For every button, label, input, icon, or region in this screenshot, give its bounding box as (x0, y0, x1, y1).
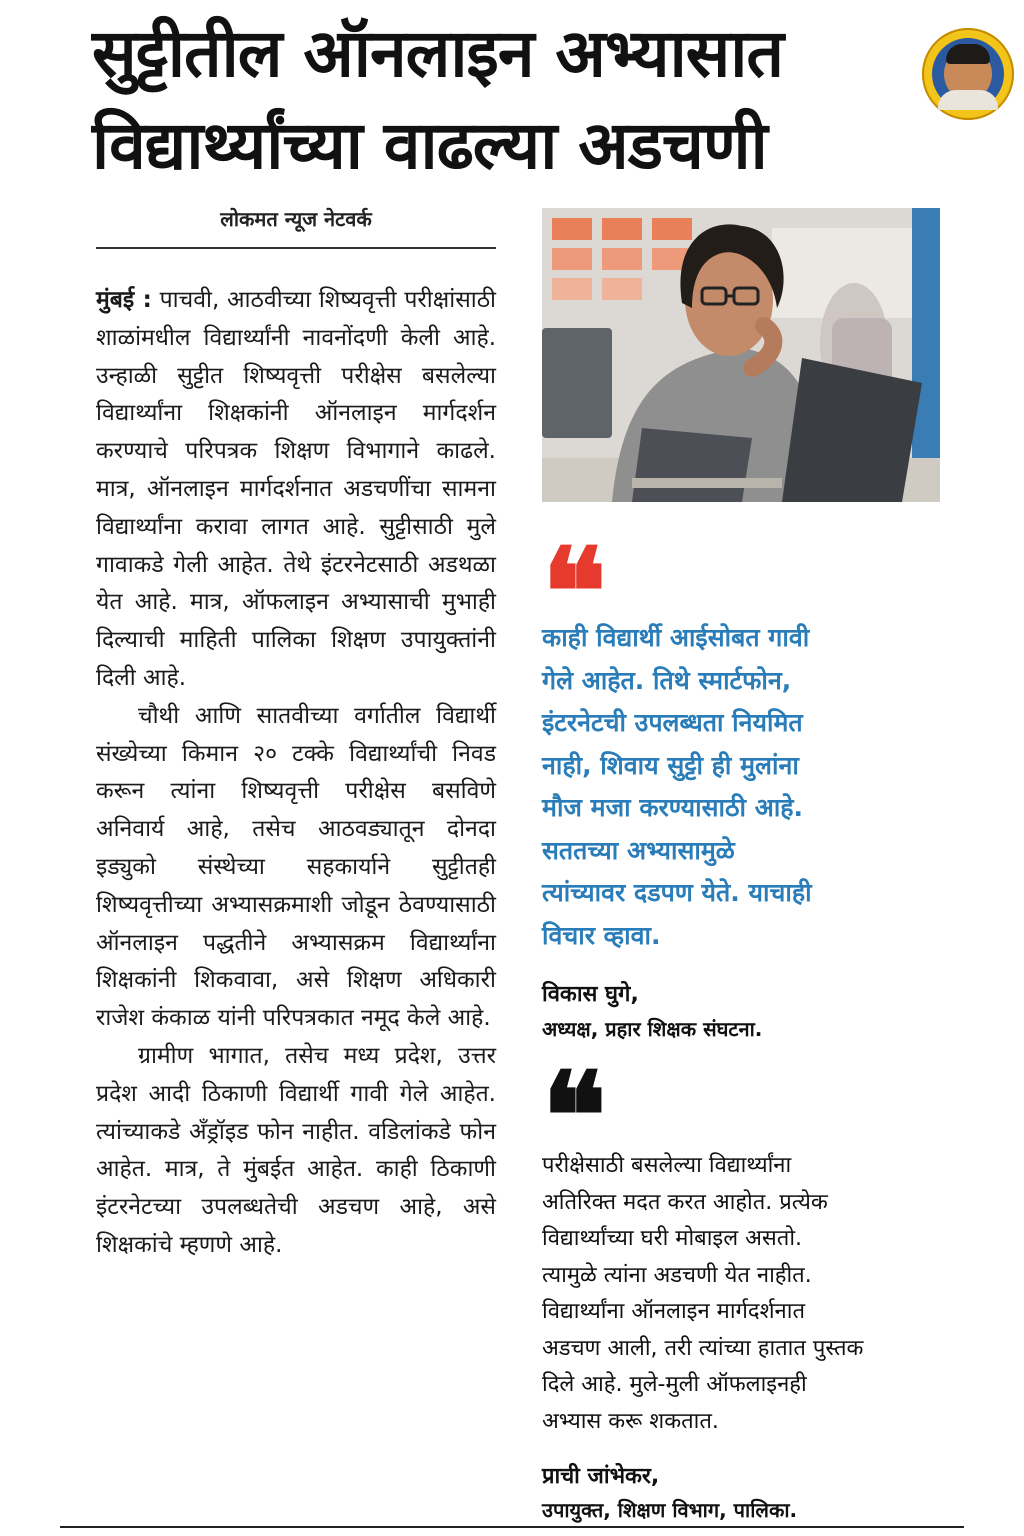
student-laptop-photo (542, 208, 940, 502)
headline-line-1: सुट्टीतील ऑनलाइन अभ्यासात (92, 15, 784, 92)
quote-2-line: परीक्षेसाठी बसलेल्या विद्यार्थ्यांना (542, 1153, 792, 1178)
quote-1-line: त्यांच्यावर दडपण येते. याचाही (542, 878, 812, 907)
quote-1-line: नाही, शिवाय सुट्टी ही मुलांना (542, 750, 799, 780)
quote-2-line: विद्यार्थ्यांच्या घरी मोबाइल असतो. (542, 1226, 803, 1251)
quote-1-line: सततच्या अभ्यासामुळे (542, 835, 735, 865)
quote-1-line: गेले आहेत. तिथे स्मार्टफोन, (542, 665, 792, 695)
byline: लोकमत न्यूज नेटवर्क (220, 207, 372, 231)
quote-2-line: विद्यार्थ्यांना ऑनलाइन मार्गदर्शनात (542, 1299, 806, 1324)
quote-1-speaker-name: विकास घुगे, (542, 982, 639, 1007)
headline (92, 8, 922, 192)
pull-quote-1 (542, 617, 932, 957)
headline-line-2: विद्यार्थ्यांच्या वाढल्या अडचणी (92, 107, 767, 184)
quote-2-line: दिले आहे. मुले-मुली ऑफलाइनही (542, 1372, 807, 1397)
quote-2-line: त्यामुळे त्यांना अडचणी येत नाहीत. (542, 1262, 812, 1288)
bottom-divider (60, 1526, 964, 1528)
quote-1-line: विचार व्हावा. (542, 920, 661, 950)
quote-2-line: अभ्यास करू शकतात. (542, 1408, 719, 1434)
dateline-city: मुंबई : (96, 287, 152, 313)
paragraph-1-text: पाचवी, आठवीच्या शिष्यवृत्ती परीक्षांसाठी शाळांमधील विद्यार्थ्यांनी नावनोंदणी केली आहे. उन्हाळी सुट्टीत शिष्यवृत्ती परीक्षेस बसलेल्या विद्यार्थ्यांना शिक्षकांनी ऑनलाइन मार्गदर्शन करण्याचे परिपत्रक शिक्षण विभागाने काढले. मात्र, ऑनलाइन मार्गदर्शनात अडचणींचा सामना विद्यार्थ्यांना करावा लागत आहे. सुट्टीसाठी मुले गावाकडे गेली आहेत. तेथे इंटरनेटसाठी अडथळा येत आहे. मात्र, ऑफलाइन अभ्यासाची मुभाही दिल्याची माहिती पालिका शिक्षण उपायुक्तांनी दिली आहे. (96, 287, 497, 691)
byline-divider (96, 247, 496, 249)
photo-illustration (542, 208, 940, 502)
quote-1-line: मौज मजा करण्यासाठी आहे. (542, 793, 804, 822)
article-paragraph-1 (96, 282, 496, 698)
article-paragraph-3: ग्रामीण भागात, तसेच मध्य प्रदेश, उत्तर प्रदेश आदी ठिकाणी विद्यार्थी गावी गेले आहेत. त्यांच्याकडे अँड्रॉइड फोन नाहीत. वडिलांकडे फोन आहेत. मात्र, ते मुंबईत आहेत. काही ठिकाणी इंटरनेटच्या उपलब्धतेची अडचण आहे, असे शिक्षकांचे म्हणणे आहे. (96, 1042, 496, 1258)
quote-mark-icon: ❝ (542, 522, 607, 663)
pull-quote-2 (542, 1148, 942, 1440)
quote-2-line: अडचण आली, तरी त्यांच्या हातात पुस्तक (542, 1335, 864, 1361)
quote-1-speaker-role: अध्यक्ष, प्रहार शिक्षक संघटना. (542, 1017, 763, 1041)
quote-1-line: काही विद्यार्थी आईसोबत गावी (542, 623, 810, 652)
quote-2-speaker-name: प्राची जांभेकर, (542, 1464, 660, 1489)
profile-logo-seal (922, 28, 1014, 120)
quote-mark-icon: ❝ (542, 1046, 607, 1187)
quote-1-line: इंटरनेटची उपलब्धता नियमित (542, 708, 803, 737)
article-paragraph-2: चौथी आणि सातवीच्या वर्गातील विद्यार्थी संख्येच्या किमान २० टक्के विद्यार्थ्यांची निवड करून त्यांना शिष्यवृत्ती परीक्षेस बसविणे अनिवार्य आहे, तसेच आठवड्यातून दोनदा इड्युको संस्थेच्या सहकार्याने सुट्टीतही शिष्यवृत्तीच्या अभ्यासक्रमाशी जोडून ठेवण्यासाठी ऑनलाइन पद्धतीने अभ्यासक्रम विद्यार्थ्यांना शिक्षकांनी शिकवावा, असे शिक्षण अधिकारी राजेश कंकाळ यांनी परिपत्रकात नमूद केले आहे. (96, 702, 496, 1032)
quote-2-speaker-role: उपायुक्त, शिक्षण विभाग, पालिका. (542, 1498, 798, 1522)
article-body (96, 282, 496, 1265)
quote-2-line: अतिरिक्त मदत करत आहोत. प्रत्येक (542, 1189, 828, 1215)
